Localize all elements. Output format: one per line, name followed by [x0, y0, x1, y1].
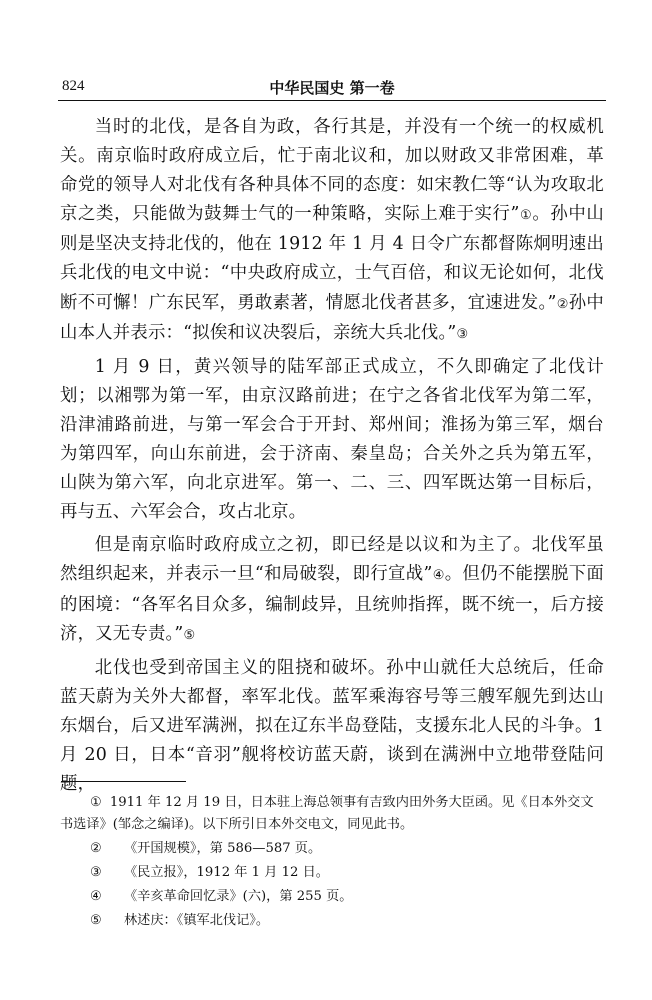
- footnote-text: 林述庆：《镇军北伐记》。: [124, 913, 270, 928]
- footnote-mark: ⑤: [90, 913, 102, 928]
- running-title: 中华民国史 第一卷: [269, 79, 395, 97]
- paragraph-1: [60, 113, 604, 349]
- footnote-5: [60, 910, 604, 932]
- footnote-mark: ②: [90, 841, 102, 856]
- footnote-mark: ①: [90, 795, 102, 810]
- footnote-ref-3[interactable]: ③: [456, 326, 469, 342]
- header-rule: [58, 100, 606, 101]
- paragraph-4: 北伐也受到帝国主义的阻挠和破坏。孙中山就任大总统后，任命蓝天蔚为关外大都督，率军北伐。蓝军乘海容号等三艘军舰先到达山东烟台，后又进军满洲，拟在辽东半岛登陆，支援东北人民的斗争。1 月 20 日，日本“音羽”舰将校访蓝天蔚，谈到在满洲中立地带登陆问题，: [60, 657, 604, 795]
- footnote-2: [60, 838, 604, 860]
- footnote-text: 《民立报》，1912 年 1 月 12 日。: [124, 865, 329, 880]
- footnote-text: 1911 年 12 月 19 日，日本驻上海总领事有吉致内田外务大臣函。见《日本外交文书选译》(邹念之编译)。以下所引日本外交电文，同见此书。: [60, 795, 594, 832]
- footnotes: [60, 792, 604, 934]
- paragraph-2: 1 月 9 日，黄兴领导的陆军部正式成立，不久即确定了北伐计划；以湘鄂为第一军，由京汉路前进；在宁之各省北伐军为第二军，沿津浦路前进，与第一军会合于开封、郑州间；淮扬为第三军，烟台为第四军，向山东前进，会于济南、秦皇岛；合关外之兵为第五军，山陕为第六军，向北京进军。第一、二、三、四军既达第一目标后，再与五、六军会合，攻占北京。: [60, 356, 604, 523]
- paragraph-text: 。孙中山则是坚决支持北伐的，他在 1912 年 1 月 4 日令广东都督陈炯明速出兵北伐的电文中说：“中央政府成立，士气百倍，和议无论如何，北伐断不可懈！广东民军，勇敢素著，情愿北伐者甚多，宜速进发。”: [60, 204, 604, 313]
- page-header: [58, 72, 606, 100]
- paragraph-text: 。但仍不能摆脱下面的困境：“各军名目众多，编制歧异，且统帅指挥，既不统一，后方接济，又无专责。”: [60, 564, 605, 644]
- footnote-ref-5[interactable]: ⑤: [183, 627, 196, 643]
- footnote-mark: ③: [90, 865, 102, 880]
- footnote-ref-4[interactable]: ④: [432, 568, 445, 584]
- page-number: 824: [62, 78, 85, 94]
- footnote-text: 《辛亥革命回忆录》(六)，第 255 页。: [124, 889, 353, 904]
- paragraph-text: 但是南京临时政府成立之初，即已经是以议和为主了。北伐军虽然组织起来，并表示一旦“和局破裂，即行宣战”: [60, 535, 604, 585]
- footnote-rule: [61, 781, 186, 782]
- footnote-ref-2[interactable]: ②: [556, 296, 569, 312]
- paragraph-text: 孙中山本人并表示：“拟俟和议决裂后，亲统大兵北伐。”: [60, 292, 604, 343]
- footnote-mark: ④: [90, 889, 102, 904]
- paragraph-3: [60, 531, 604, 649]
- footnote-1: [60, 792, 604, 836]
- body-text: [60, 113, 604, 799]
- footnote-ref-1[interactable]: ①: [519, 208, 533, 224]
- footnote-3: [60, 862, 604, 884]
- footnote-text: 《开国规模》，第 586—587 页。: [124, 841, 322, 856]
- footnote-4: [60, 886, 604, 908]
- paragraph-text: 当时的北伐，是各自为政，各行其是，并没有一个统一的权威机关。南京临时政府成立后，忙于南北议和，加以财政又非常困难，革命党的领导人对北伐有各种具体不同的态度：如宋教仁等“认为攻取北京之类，只能做为鼓舞士气的一种策略，实际上难于实行”: [60, 117, 604, 225]
